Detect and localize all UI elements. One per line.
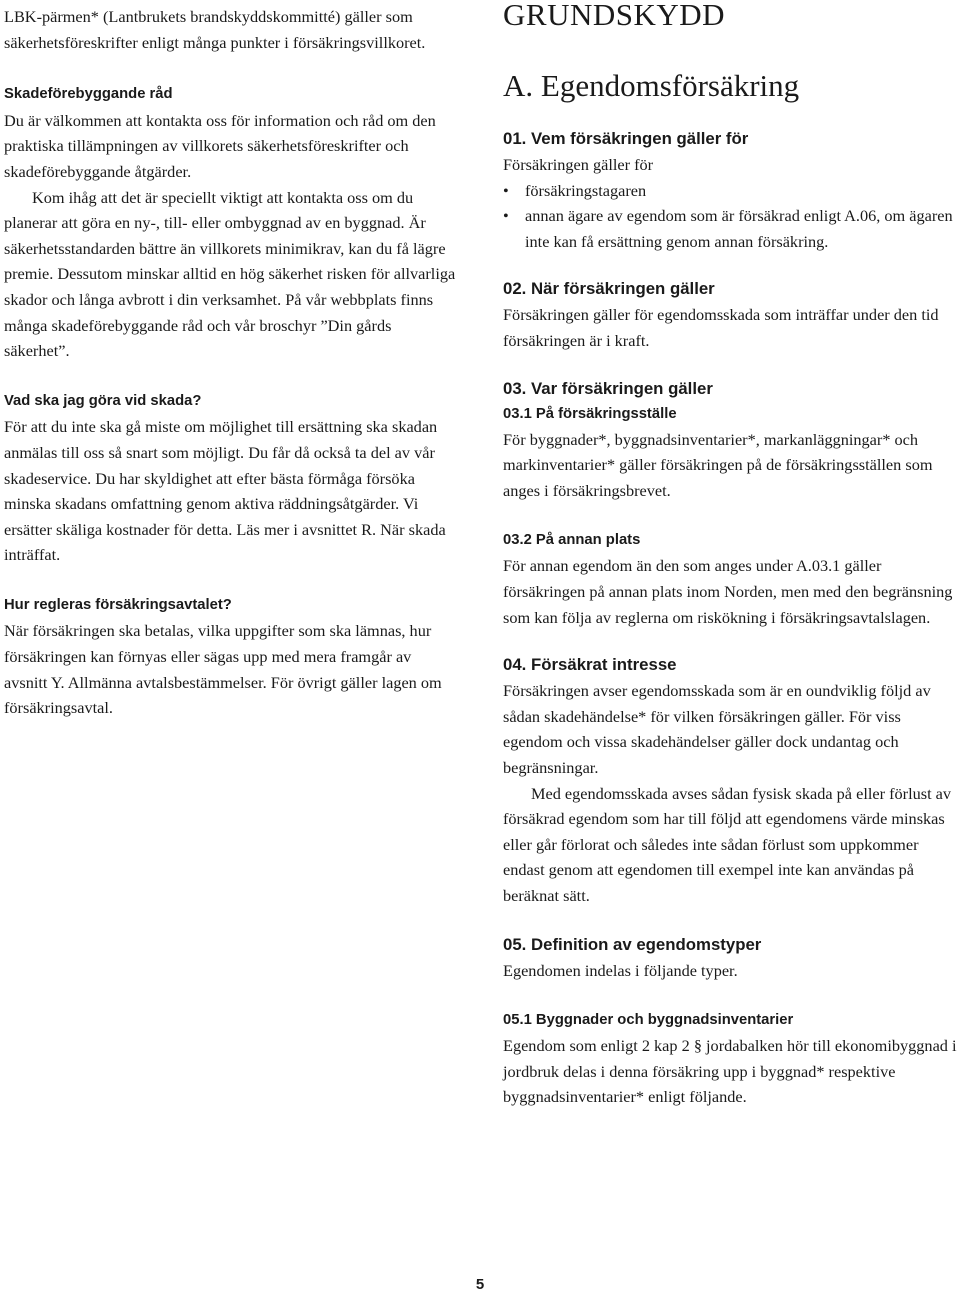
page-title: GRUNDSKYDD [503, 0, 726, 32]
page-number: 5 [475, 1276, 485, 1293]
damage-heading: Vad ska jag göra vid skada? [4, 392, 202, 409]
left-column [4, 0, 458, 721]
s032-paragraph: För annan egendom än den som anges under A.03.1 gäller försäkringen på annan plats inom Norden, men med den begränsning som kan följa av reglerna om riskökning i försäkringsavtalslagen. [503, 556, 953, 627]
s01-bullet-1: • försäkringstagaren [503, 178, 960, 204]
contract-paragraph: När försäkringen ska betalas, vilka uppgifter som ska lämnas, hur försäkringen kan förnyas eller sägas upp med mera framgår av avsnitt Y. Allmänna avtalsbestämmelser. För övrigt gäller lagen om försäkringsavtal. [4, 621, 442, 718]
s03-heading: 03. Var försäkringen gäller [503, 378, 713, 398]
intro-paragraph: LBK-pärmen* (Lantbrukets brandskyddskommitté) gäller som säkerhetsföreskrifter enligt många punkter i försäkringsvillkoret. [4, 7, 426, 52]
section-title: A. Egendomsförsäkring [503, 68, 800, 103]
s032-heading: 03.2 På annan plats [503, 532, 641, 549]
s01-heading: 01. Vem försäkringen gäller för [503, 129, 749, 148]
s05-paragraph: Egendomen indelas i följande typer. [503, 961, 738, 981]
s01-intro: Försäkringen gäller för [503, 155, 654, 174]
s01-bullet-2: • annan ägare av egendom som är försäkrad enligt A.06, om ägaren inte kan få ersättning genom annan försäkring. [503, 203, 960, 254]
advice-paragraph-1: Du är välkommen att kontakta oss för information och råd om den praktiska tillämpningen av villkorets säkerhetsföreskrifter och skadeförebyggande åtgärder. [4, 110, 436, 181]
s01-bullet-list [503, 178, 960, 255]
s05-heading: 05. Definition av egendomstyper [503, 935, 762, 955]
contract-heading: Hur regleras försäkringsavtalet? [4, 596, 232, 613]
s031-heading: 03.1 På försäkringsställe [503, 405, 677, 422]
s04-heading: 04. Försäkrat intresse [503, 655, 677, 675]
advice-paragraph-2: Kom ihåg att det är speciellt viktigt att kontakta oss om du planerar att göra en ny-, till- eller ombyggnad av en byggnad. Är säkerhetsstandarden bättre än villkorets minimikrav, kan du få lägre premie. Dessutom minskar alltid en hög säkerhet risken för allvarliga skador och långa avbrott i din verksamhet. På vår webbplats finns många skadeförebyggande råd och vår broschyr ”Din gårds säkerhet”. [4, 187, 456, 361]
s04-paragraph-2: Med egendomsskada avses sådan fysisk skada på eller förlust av försäkrad egendom som har till följd att egendomens värde minskas eller går förlorat och således inte sådan förlust som uppkommer endast genom att egendomen till exempel inte kan användas på beräknat sätt. [503, 783, 952, 905]
right-column [503, 0, 960, 1110]
s04-paragraph-1: Försäkringen avser egendomsskada som är en oundviklig följd av sådan skadehändelse* för vilken försäkringen gäller. För viss egendom och vissa skadehändelser gäller dock undantag och begränsningar. [503, 681, 931, 777]
s02-heading: 02. När försäkringen gäller [503, 279, 715, 299]
s051-heading: 05.1 Byggnader och byggnadsinventarier [503, 1012, 794, 1029]
advice-heading: Skadeförebyggande råd [4, 86, 173, 103]
s02-paragraph: Försäkringen gäller för egendomsskada som inträffar under den tid försäkringen är i kraft. [503, 305, 939, 350]
s051-paragraph: Egendom som enligt 2 kap 2 § jordabalken hör till ekonomibyggnad i jordbruk delas i denna försäkring upp i byggnad* respektive byggnadsinventarier* enligt följande. [503, 1036, 957, 1107]
s031-paragraph: För byggnader*, byggnadsinventarier*, markanläggningar* och markinventarier* gäller försäkringen på de försäkringsställen som anges i försäkringsbrevet. [503, 429, 933, 500]
damage-paragraph: För att du inte ska gå miste om möjlighet till ersättning ska skadan anmälas till oss så snart som möjligt. Du får då också ta del av vår skadeservice. Du har skyldighet att efter bästa förmåga försöka minska skadans omfattning genom aktiva räddningsåtgärder. Vi ersätter skäliga kostnader för detta. Läs mer i avsnittet R. När skada inträffat. [4, 417, 446, 565]
